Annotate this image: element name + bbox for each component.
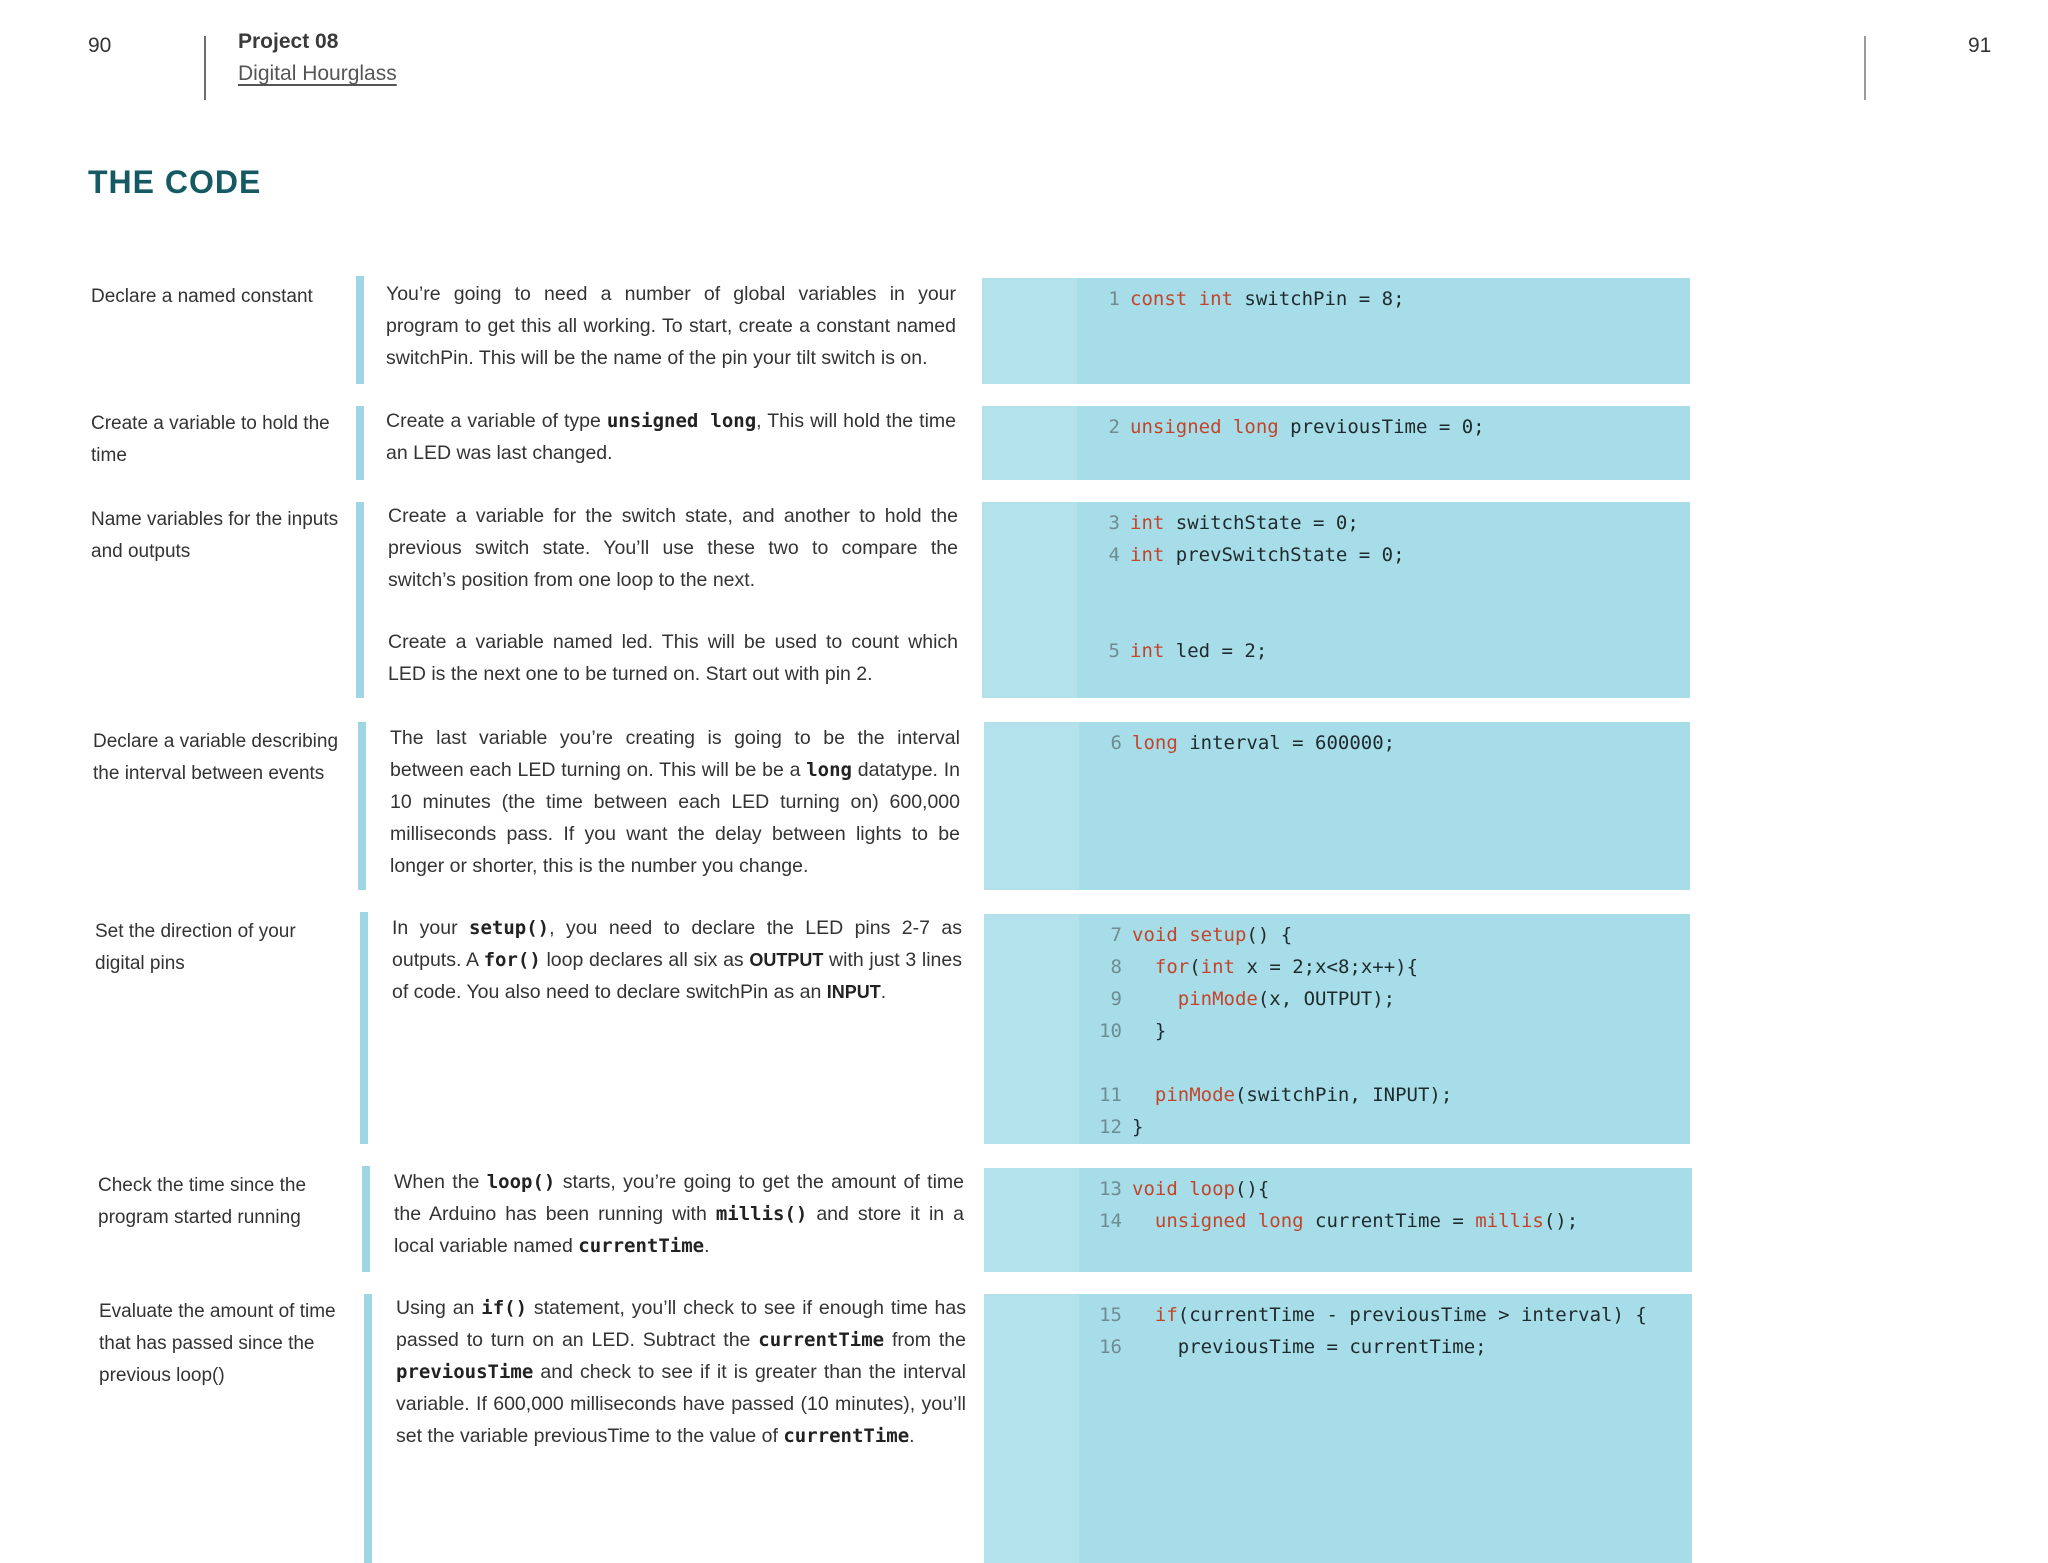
- code-text: [1132, 1304, 1155, 1326]
- code-function: millis: [1475, 1210, 1544, 1232]
- code-line: [1092, 1205, 1578, 1237]
- code-text: led = 2;: [1164, 640, 1268, 662]
- code-gutter: [984, 914, 1079, 1144]
- code-text: (){: [1234, 1178, 1270, 1200]
- code-line: [1090, 283, 1405, 315]
- line-number: 10: [1099, 1020, 1122, 1042]
- line-number: 5: [1108, 640, 1120, 662]
- line-number: 11: [1099, 1084, 1122, 1106]
- line-number: 2: [1108, 416, 1120, 438]
- code-keyword: const int: [1130, 288, 1233, 310]
- code-text: [1132, 956, 1155, 978]
- code-block: [984, 1294, 1692, 1563]
- code-keyword: unsigned long: [1154, 1210, 1304, 1232]
- code-line: [1092, 727, 1395, 759]
- code-text: x = 2;x<8;x++){: [1235, 956, 1419, 978]
- code-gutter: [984, 1294, 1079, 1563]
- section-bar: [362, 1166, 370, 1272]
- code-text: [1132, 1084, 1155, 1106]
- section-bar: [358, 722, 366, 890]
- line-number: 4: [1108, 544, 1120, 566]
- code-keyword: unsigned long: [1130, 416, 1279, 438]
- code-line: [1090, 635, 1267, 667]
- code-text: }: [1132, 1116, 1144, 1138]
- margin-note-check-time: Check the time since the program started running: [98, 1175, 307, 1228]
- code-keyword: long: [1132, 732, 1178, 754]
- project-label: Project 08: [238, 30, 339, 53]
- description: [396, 1292, 966, 1482]
- section-bar: [364, 1294, 372, 1563]
- line-number: 13: [1099, 1178, 1122, 1200]
- code-text: interval = 600000;: [1177, 732, 1396, 754]
- code-line: [1092, 1015, 1166, 1047]
- code-function: pinMode: [1154, 1084, 1235, 1106]
- code-block: [982, 502, 1690, 698]
- code-keyword: int: [1130, 640, 1165, 662]
- line-number: 1: [1108, 288, 1120, 310]
- code-text: [1132, 1210, 1155, 1232]
- section-bar: [356, 406, 364, 480]
- code-function: pinMode: [1177, 988, 1258, 1010]
- code-text: }: [1132, 1020, 1167, 1042]
- code-text: [1178, 924, 1189, 946]
- paragraph: When the loop() starts, you’re going to get the amount of time the Arduino has been running with millis() and store it in a local variable named currentTime.: [394, 1171, 964, 1257]
- right-page-number: 91: [1968, 34, 1992, 57]
- section-title: THE CODE: [88, 164, 262, 200]
- code-text: [1132, 988, 1178, 1010]
- code-line: [1092, 1173, 1269, 1205]
- code-keyword: if: [1154, 1304, 1178, 1326]
- code-block: [984, 1168, 1692, 1272]
- section-bar: [360, 912, 368, 1144]
- code-line: [1090, 507, 1359, 539]
- margin-note-interval: Declare a variable describing the interval between events: [93, 731, 339, 784]
- left-page-number: 90: [88, 34, 112, 57]
- margin-note-time-variable: Create a variable to hold the time: [91, 413, 330, 466]
- paragraph: You’re going to need a number of global variables in your program to get this all working. To start, create a constant named switchPin. This will be the name of the pin your tilt switch is on.: [386, 283, 956, 369]
- code-text: () {: [1246, 924, 1293, 946]
- paragraph: Create a variable named led. This will be used to count which LED is the next one to be turned on. Start out with pin 2.: [388, 631, 958, 685]
- code-block: [984, 722, 1690, 890]
- code-keyword: void: [1132, 924, 1178, 946]
- line-number: 9: [1110, 988, 1122, 1010]
- code-text: (currentTime - previousTime > interval) {: [1177, 1304, 1647, 1326]
- code-text: switchState = 0;: [1164, 512, 1359, 534]
- code-text: (x, OUTPUT);: [1257, 988, 1396, 1010]
- header-divider: [204, 36, 206, 100]
- code-line: [1092, 1079, 1452, 1111]
- line-number: 7: [1110, 924, 1122, 946]
- section-bar: [356, 276, 364, 384]
- margin-note-input-output-variables: Name variables for the inputs and outputs: [91, 509, 339, 562]
- description: [392, 912, 962, 1038]
- code-block: [982, 406, 1690, 480]
- line-number: 8: [1110, 956, 1122, 978]
- code-text: (: [1189, 956, 1201, 978]
- code-text: (switchPin, INPUT);: [1234, 1084, 1453, 1106]
- code-text: prevSwitchState = 0;: [1164, 544, 1405, 566]
- description: [388, 500, 958, 720]
- code-text: ();: [1543, 1210, 1579, 1232]
- code-line: [1092, 1331, 1487, 1363]
- margin-note-named-constant: Declare a named constant: [91, 286, 313, 307]
- line-number: 14: [1099, 1210, 1122, 1232]
- code-line: [1092, 951, 1418, 983]
- paragraph: Create a variable of type unsigned long, This will hold the time an LED was last changed.: [386, 410, 957, 464]
- code-line: [1090, 411, 1485, 443]
- code-block: [984, 914, 1690, 1144]
- line-number: 16: [1099, 1336, 1122, 1358]
- code-function: setup: [1189, 924, 1247, 946]
- code-line: [1092, 983, 1395, 1015]
- code-line: [1090, 539, 1405, 571]
- code-text: previousTime = 0;: [1278, 416, 1485, 438]
- line-number: 15: [1099, 1304, 1122, 1326]
- code-keyword: int: [1200, 956, 1235, 978]
- line-number: 3: [1108, 512, 1120, 534]
- paragraph: Using an if() statement, you’ll check to see if enough time has passed to turn on an LED. Subtract the currentTime from the previousTime and check to see if it is greater than the interval variable. If 600,000 milliseconds have passed (10 minutes), you’ll set the variable previousTime to the value of currentTime.: [396, 1297, 966, 1447]
- paragraph: Create a variable for the switch state, and another to hold the previous switch state. You’ll use these two to compare the switch’s position from one loop to the next.: [388, 505, 958, 591]
- code-keyword: void: [1132, 1178, 1178, 1200]
- paragraph: The last variable you’re creating is going to be the interval between each LED turning on. This will be be a long datatype. In 10 minutes (the time between each LED turning on) 600,000 milliseconds pass. If you want the delay between lights to be longer or shorter, this is the number you change.: [390, 727, 960, 877]
- code-text: currentTime =: [1303, 1210, 1476, 1232]
- project-name: Digital Hourglass: [238, 62, 397, 85]
- code-text: switchPin = 8;: [1232, 288, 1405, 310]
- code-line: [1092, 1299, 1647, 1331]
- margin-note-pin-direction: Set the direction of your digital pins: [95, 921, 296, 974]
- description: [386, 278, 956, 404]
- code-keyword: int: [1130, 512, 1165, 534]
- code-keyword: for: [1154, 956, 1190, 978]
- code-line: [1092, 919, 1292, 951]
- description: [394, 1166, 964, 1292]
- margin-note-evaluate-time: Evaluate the amount of time that has passed since the previous loop(): [99, 1301, 336, 1386]
- line-number: 12: [1099, 1116, 1122, 1138]
- code-gutter: [984, 1168, 1079, 1272]
- paragraph: In your setup(), you need to declare the LED pins 2-7 as outputs. A for() loop declares all six as OUTPUT with just 3 lines of code. You also need to declare switchPin as an INPUT.: [392, 917, 962, 1003]
- code-gutter: [984, 722, 1079, 890]
- code-gutter: [982, 406, 1077, 480]
- code-gutter: [982, 278, 1077, 384]
- code-line: [1092, 1111, 1143, 1143]
- code-block: [982, 278, 1690, 384]
- code-text: [1178, 1178, 1189, 1200]
- code-keyword: int: [1130, 544, 1165, 566]
- section-bar: [356, 502, 364, 698]
- right-header-divider: [1864, 36, 1866, 100]
- code-function: loop: [1189, 1178, 1235, 1200]
- description: [390, 722, 960, 912]
- code-text: previousTime = currentTime;: [1132, 1336, 1487, 1358]
- code-gutter: [982, 502, 1077, 698]
- line-number: 6: [1110, 732, 1122, 754]
- description: [386, 405, 956, 499]
